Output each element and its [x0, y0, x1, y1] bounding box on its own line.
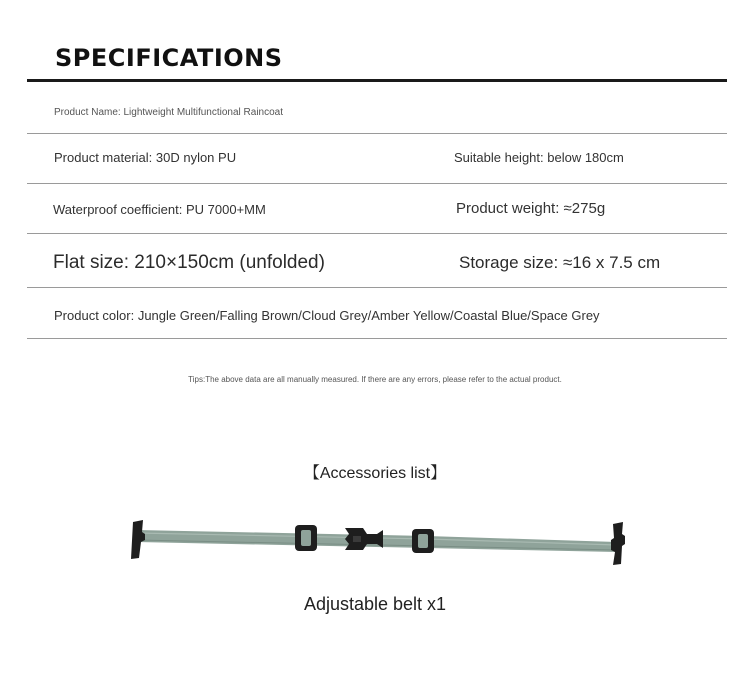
divider: [27, 133, 727, 134]
belt-end-clip-right: [611, 522, 625, 565]
page-title: SPECIFICATIONS: [55, 44, 283, 72]
spec-suitable-height: Suitable height: below 180cm: [454, 150, 624, 165]
divider: [27, 287, 727, 288]
spec-material: Product material: 30D nylon PU: [54, 150, 237, 165]
belt-image: [127, 512, 627, 570]
spec-weight: Product weight: ≈275g: [456, 200, 606, 217]
accessory-item-label: Adjustable belt x1: [303, 594, 447, 614]
spec-product-name: Product Name: Lightweight Multifunctional Raincoat: [54, 107, 284, 118]
spec-waterproof: Waterproof coefficient: PU 7000+MM: [53, 202, 266, 217]
title-underline: [27, 79, 727, 82]
belt-end-clip-left: [131, 520, 145, 559]
accessories-title: 【Accessories list】: [303, 465, 447, 482]
spec-flat-size: Flat size: 210×150cm (unfolded): [53, 252, 325, 273]
divider: [27, 233, 727, 234]
divider: [27, 183, 727, 184]
spec-color: Product color: Jungle Green/Falling Brown/Cloud Grey/Amber Yellow/Coastal Blue/Space Grey: [54, 308, 600, 323]
spec-storage-size: Storage size: ≈16 x 7.5 cm: [459, 253, 661, 272]
tips-note: Tips:The above data are all manually measured. If there are any errors, please refer to the actual product.: [188, 375, 562, 384]
divider: [27, 338, 727, 339]
